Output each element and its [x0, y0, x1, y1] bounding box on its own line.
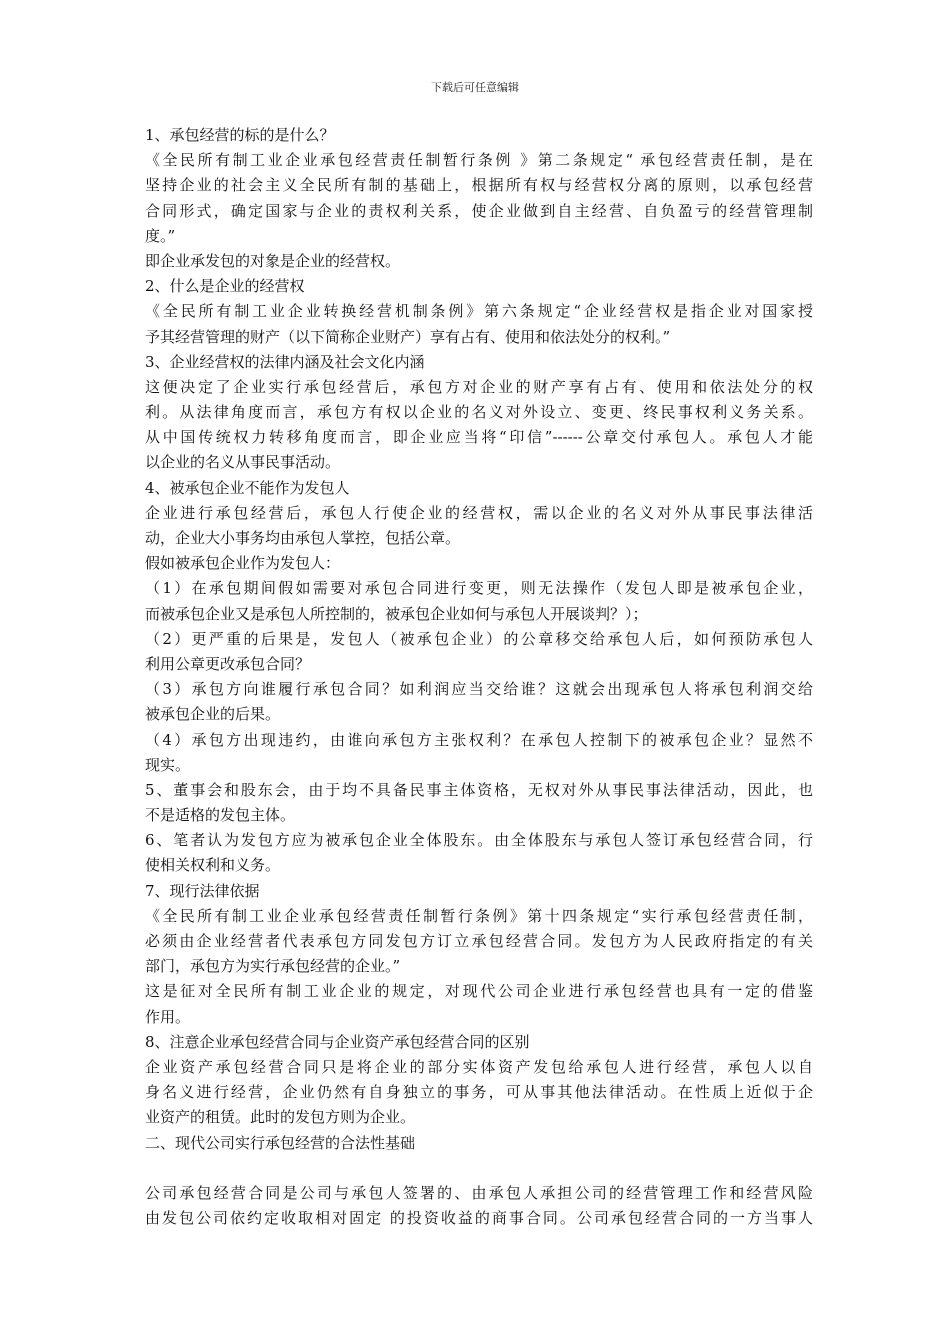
text-line: 1、承包经营的标的是什么？ [145, 126, 335, 144]
blank-line [145, 1156, 813, 1181]
text-line: （3）承包方向谁履行承包合同？如利润应当交给谁？这就会出现承包人将承包利润交给 [145, 680, 813, 699]
text-line: 2、什么是企业的经营权 [145, 277, 305, 296]
text-line: 《全民所有制工业企业转换经营机制条例》第六条规定“企业经营权是指企业对国家授 [145, 302, 813, 321]
text-line: 由发包公司依约定收取相对固定 的投资收益的商事合同。公司承包经营合同的一方当事人 [145, 1209, 813, 1228]
text-line: 3、企业经营权的法律内涵及社会文化内涵 [145, 352, 425, 371]
text-line: 以企业的名义从事民事活动。 [145, 453, 341, 472]
text-line: 业资产的租赁。此时的发包方则为企业。 [145, 1108, 416, 1127]
text-line: 身名义进行经营，企业仍然有自身独立的事务，可从事其他法律活动。在性质上近似于企 [145, 1083, 813, 1102]
text-line: （4）承包方出现违约，由谁向承包方主张权利？在承包人控制下的被承包企业？显然不 [145, 730, 813, 749]
text-line: 这是征对全民所有制工业企业的规定，对现代公司企业进行承包经营也具有一定的借鉴 [145, 982, 813, 1001]
text-line: （2）更严重的后果是，发包人（被承包企业）的公章移交给承包人后，如何预防承包人 [145, 629, 813, 648]
text-line: 不是适格的发包主体。 [145, 806, 296, 825]
text-line: 被承包企业的后果。 [145, 705, 281, 724]
text-line: 利用公章更改承包合同？ [145, 654, 311, 673]
text-line: 使相关权利和义务。 [145, 856, 281, 875]
text-line: 这便决定了企业实行承包经营后，承包方对企业的财产享有占有、使用和依法处分的权 [145, 377, 813, 396]
text-line: 企业进行承包经营后，承包人行使企业的经营权，需以企业的名义对外从事民事法律活 [145, 503, 813, 522]
document-body [145, 123, 813, 1231]
text-line: 合同形式，确定国家与企业的责权利关系，使企业做到自主经营、自负盈亏的经营管理制 [145, 201, 813, 220]
text-line: 公司承包经营合同是公司与承包人签署的、由承包人承担公司的经营管理工作和经营风险 [145, 1183, 813, 1202]
text-line: 必须由企业经营者代表承包方同发包方订立承包经营合同。发包方为人民政府指定的有关 [145, 932, 813, 950]
text-line: 《全民所有制工业企业承包经营责任制暂行条例》第十四条规定“实行承包经营责任制， [145, 906, 813, 925]
text-line: 部门，承包方为实行承包经营的企业。” [145, 957, 401, 976]
text-line: 现实。 [145, 755, 191, 774]
text-line: 企业资产承包经营合同只是将企业的部分实体资产发包给承包人进行经营，承包人以自 [145, 1057, 813, 1076]
text-line: 利。从法律角度而言，承包方有权以企业的名义对外设立、变更、终民事权利义务关系。 [145, 403, 813, 422]
text-line: 5、董事会和股东会，由于均不具备民事主体资格，无权对外从事民事法律活动，因此，也 [145, 780, 813, 799]
text-line: 8、注意企业承包经营合同与企业资产承包经营合同的区别 [145, 1032, 530, 1051]
text-line: 动，企业大小事务均由承包人掌控，包括公章。 [145, 529, 461, 547]
text-line: 6、笔者认为发包方应为被承包企业全体股东。由全体股东与承包人签订承包经营合同，行 [145, 831, 813, 850]
text-line: 即企业承发包的对象是企业的经营权。 [145, 251, 401, 270]
text-line: 予其经营管理的财产（以下简称企业财产）享有占有、使用和依法处分的权利。” [145, 327, 671, 346]
text-line: 7、现行法律依据 [145, 881, 260, 900]
text-line: 二、现代公司实行承包经营的合法性基础 [145, 1133, 416, 1152]
text-line: 从中国传统权力转移角度而言，即企业应当将“印信”------公章交付承包人。承包人才能 [145, 428, 813, 447]
text-line: 《全民所有制工业企业承包经营责任制暂行条例 》第二条规定“ 承包经营责任制，是在 [145, 151, 813, 170]
text-line: 作用。 [145, 1007, 191, 1026]
text-line: 度。” [145, 226, 176, 245]
text-line: 假如被承包企业作为发包人： [145, 554, 341, 573]
text-line: （1）在承包期间假如需要对承包合同进行变更，则无法操作（发包人即是被承包企业， [145, 579, 813, 598]
text-line: 4、被承包企业不能作为发包人 [145, 478, 350, 497]
page-header: 下载后可任意编辑 [431, 81, 519, 94]
text-line: 而被承包企业又是承包人所控制的，被承包企业如何与承包人开展谈判？）； [145, 604, 648, 623]
text-line: 坚持企业的社会主义全民所有制的基础上，根据所有权与经营权分离的原则，以承包经营 [145, 176, 813, 195]
